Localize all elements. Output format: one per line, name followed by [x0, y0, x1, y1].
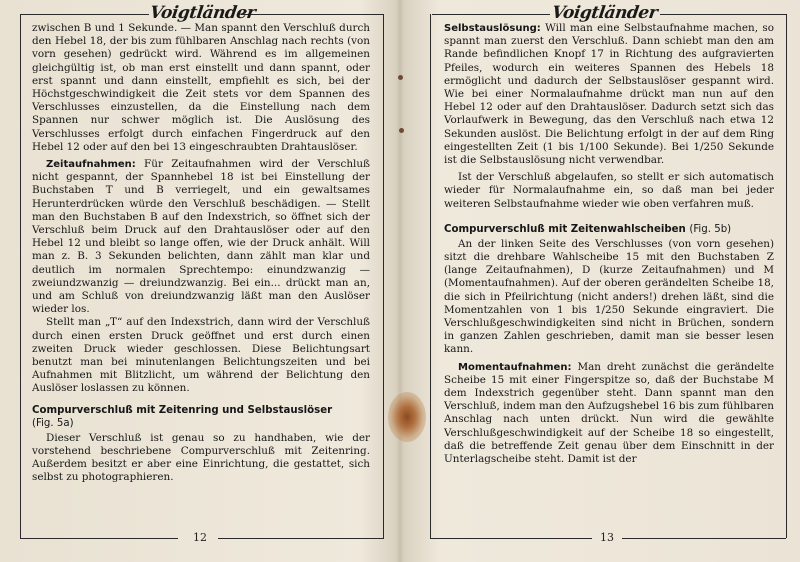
top-rule	[432, 14, 550, 15]
paragraph: An der linken Seite des Verschlusses (von vorn gesehen) sitzt die drehbare Wahlscheibe 15 mit den Buchstaben Z (lange Zeitaufnahmen), D (kurze Zeitaufnahmen) und M (Momentaufnahmen). Auf der oberen gerändelten Scheibe 18, die sich in Pfeilrichtung (nicht anders!) drehen läßt, sind die Momentzahlen von 1 bis 1/250 Sekunde eingraviert. Die Verschlußgeschwindigkeiten sind nicht in Brüchen, sondern in ganzen Zahlen geschrieben, damit man sie besser lesen kann.	[444, 237, 774, 356]
heading-figure-ref: (Fig. 5a)	[32, 417, 74, 429]
section-heading	[32, 404, 370, 430]
brand-logo: Voigtländer	[550, 3, 659, 23]
bottom-rule	[218, 538, 384, 539]
runin-heading: Zeitaufnahmen:	[46, 159, 136, 171]
paragraph-text: Man dreht zunächst die gerändelte Scheibe 15 mit einer Fingerspitze so, daß der Buchstabe M dem Indexstrich gegenüber steht. Dann spannt man den Verschluß, indem man den Aufzugshebel 16 bis zum fühlbaren Anschlag nach unten drückt. Nun wird die gewählte Verschlußgeschwindigkeit auf der Scheibe 18 so eingestellt, daß die betreffende Zeit genau über dem Einschnitt in der Unterlagscheibe steht. Damit ist der	[444, 360, 775, 466]
frame-line	[383, 14, 384, 538]
left-body	[32, 22, 370, 485]
paragraph-selbstausloesung	[444, 22, 774, 167]
right-body	[444, 22, 774, 466]
bottom-rule	[430, 538, 592, 539]
top-rule	[241, 14, 383, 15]
right-page	[400, 0, 800, 562]
paragraph-zeitaufnahmen	[32, 158, 370, 316]
paragraph: Ist der Verschluß abgelaufen, so stellt er sich automatisch wieder für Normalaufnahme ein, so daß man bei jeder weiteren Selbstaufnahme wieder wie oben verfahren muß.	[444, 171, 774, 210]
page-number: 13	[600, 531, 614, 544]
paragraph: Stellt man „T“ auf den Indexstrich, dann wird der Verschluß durch einen ersten Druck geöffnet und erst durch einen zweiten Druck wieder geschlossen. Diese Belichtungsart benutzt man bei minutenlangen Belichtungszeiten und bei Aufnahmen mit Blitzlicht, um während der Belichtung den Auslöser loslassen zu können.	[32, 316, 370, 395]
frame-line	[786, 14, 787, 538]
paragraph-momentaufnahmen	[444, 361, 774, 467]
paragraph-text: Will man eine Selbstaufnahme machen, so spannt man zuerst den Verschluß. Dann schiebt man den am Rande befindlichen Knopf 17 in Richtung des aufgravierten Pfeiles, wodurch ein weiteres Spannen des Hebels 18 ermöglicht und dadurch der Selbstauslöser gespannt wird. Wie bei einer Normalaufnahme drückt man nun auf den Hebel 12 oder auf den Drahtauslöser. Dadurch setzt sich das Vorlaufwerk in Bewegung, das den Verschluß nach etwa 12 Sekunden auslöst. Die Belichtung erfolgt in der auf dem Ring eingestellten Zeit (1 bis 1/100 Sekunde). Bei 1/250 Sekunde ist die Selbstauslösung nicht verwendbar.	[444, 22, 774, 167]
runin-heading: Selbstauslösung:	[444, 23, 541, 34]
frame-line	[430, 14, 431, 538]
bottom-rule	[20, 538, 178, 539]
page-number: 12	[193, 531, 207, 544]
bottom-rule	[622, 538, 786, 539]
runin-heading: Momentaufnahmen:	[458, 361, 572, 373]
frame-line	[20, 14, 21, 538]
paragraph: Dieser Verschluß ist genau so zu handhaben, wie der vorstehend beschriebene Compurverschluß mit Zeitenring. Außerdem besitzt er aber eine Einrichtung, die gestattet, sich selbst zu photographieren.	[32, 431, 370, 484]
heading-figure-ref: (Fig. 5b)	[689, 223, 732, 235]
heading-text: Compurverschluß mit Zeitenring und Selbstauslöser	[32, 404, 333, 416]
paragraph-text: Für Zeitaufnahmen wird der Verschluß nicht gespannt, der Spannhebel 18 ist bei Einstellung der Buchstaben T und B verriegelt, und ein gewaltsames Herunterdrücken würde den Verschluß beschädigen. — Stellt man den Buchstaben B auf den Indexstrich, so öffnet sich der Verschluß beim Druck auf den Drahtauslöser oder auf den Hebel 12 und bleibt so lange offen, wie der Druck anhält. Will man z. B. 3 Sekunden belichten, dann zählt man klar und deutlich im normalen Sprechtempo: einundzwanzig — zweiundzwanzig — dreiundzwanzig. Bei ein... drückt man an, und am Schluß von dreiundzwanzig läßt man den Auslöser wieder los.	[32, 158, 370, 316]
paragraph: zwischen B und 1 Sekunde. — Man spannt den Verschluß durch den Hebel 18, der bis zum fühlbaren Anschlag nach rechts (von vorn gesehen) gedrückt wird. Während es im allgemeinen gleichgültig ist, ob man erst einstellt und dann spannt, oder erst spannt und dann einstellt, empfiehlt es sich, bei der Höchstgeschwindigkeit die Zeit stets vor dem Spannen des Verschlusses einzustellen, da die Einstellung nach dem Spannen nur schwer möglich ist. Die Auslösung des Verschlusses erfolgt durch einfachen Fingerdruck auf den Hebel 12 oder auf den bei 13 eingeschraubten Drahtauslöser.	[32, 22, 370, 153]
top-rule	[21, 14, 149, 15]
brand-logo: Voigtländer	[148, 3, 257, 23]
top-rule	[660, 14, 786, 15]
section-heading	[444, 223, 774, 236]
heading-text: Compurverschluß mit Zeitenwahlscheiben	[444, 223, 686, 235]
